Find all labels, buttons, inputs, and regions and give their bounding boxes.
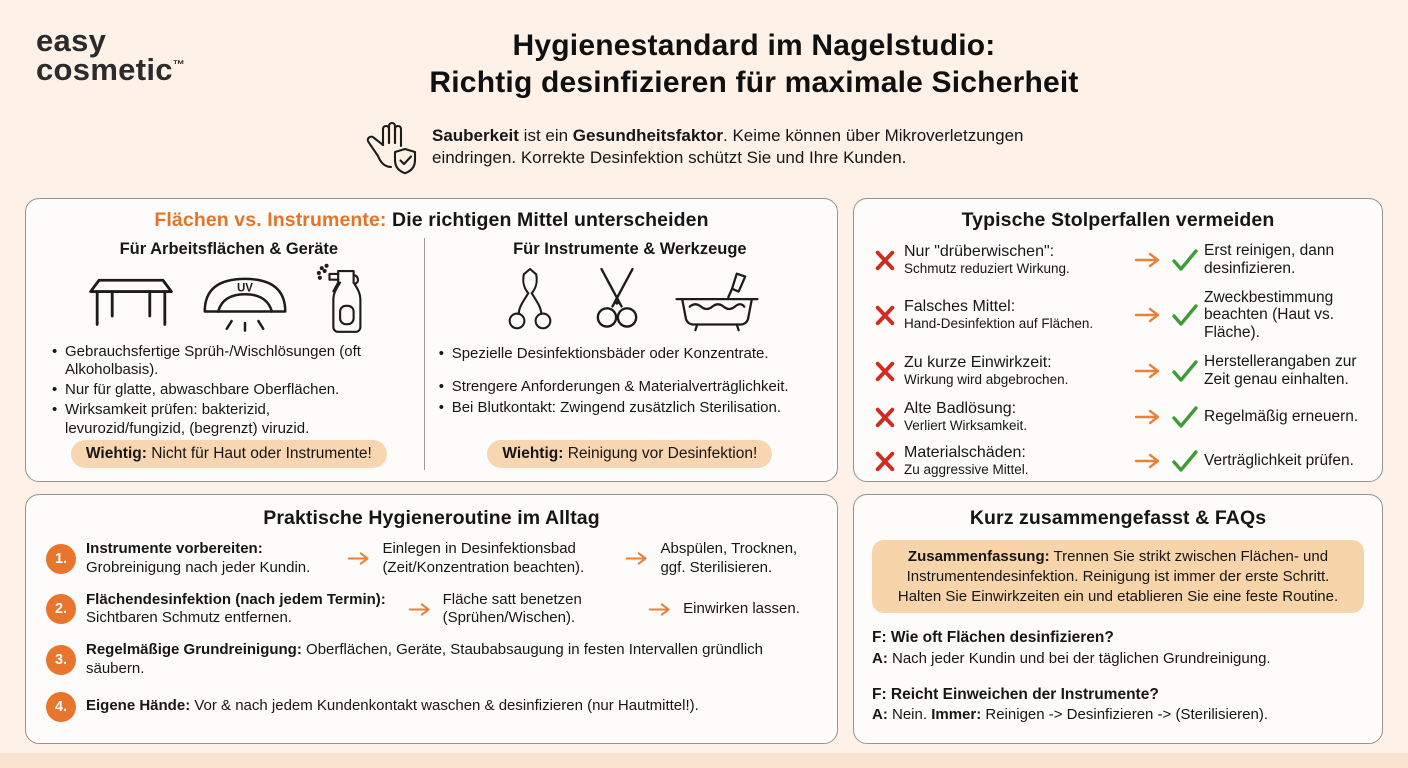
- panel-compare-title-accent: Flächen vs. Instrumente:: [154, 209, 387, 231]
- step3-rest: Oberflächen, Geräte, Staubabsaugung in festen Intervallen gründlich säubern.: [86, 641, 763, 677]
- compare-columns: [42, 238, 821, 470]
- disinfection-bath-icon: [672, 269, 762, 333]
- faq2-answer: [872, 705, 1364, 725]
- x-mark-icon: [870, 249, 900, 271]
- surfaces-bullet-1: • Gebrauchsfertige Sprüh-/Wischlösungen (oft Alkoholbasis).: [52, 343, 394, 380]
- faq2-question: F: Reicht Einweichen der Instrumente?: [872, 686, 1159, 704]
- pitfall-wrong-sub: Verliert Wirksamkeit.: [904, 417, 1028, 433]
- check-mark-icon: [1170, 450, 1200, 472]
- panel-compare: [25, 198, 838, 482]
- pitfall-row-1: [870, 242, 1366, 278]
- cuticle-nipper-icon: [498, 264, 562, 338]
- routine-step-1: [46, 540, 817, 578]
- panel-routine: [25, 494, 838, 744]
- brand-line2-text: cosmetic: [36, 52, 173, 88]
- instruments-bullet-1: • Spezielle Desinfektionsbäder oder Konzentrate.: [439, 345, 831, 363]
- pitfall-row-5: [870, 444, 1366, 478]
- pitfall-right-2: Zweckbestimmung beachten (Haut vs. Fläche).: [1204, 288, 1335, 342]
- arrow-right-icon: [624, 551, 650, 566]
- surfaces-important-badge: [71, 440, 387, 468]
- step1-label: Instrumente vorbereiten:: [86, 540, 263, 557]
- pitfall-wrong-sub: Zu aggressive Mittel.: [904, 462, 1029, 478]
- pitfall-right-1: Erst reinigen, dann desinfizieren.: [1204, 242, 1335, 277]
- faq1-answer-prefix: A:: [872, 649, 888, 667]
- faq1-answer: [872, 649, 1364, 669]
- summary-bold: Zusammenfassung:: [907, 548, 1050, 565]
- step1-end: Abspülen, Trocknen, ggf. Sterilisieren.: [660, 540, 798, 576]
- instruments-important-badge: [487, 440, 772, 468]
- surfaces-icon-row: [42, 261, 416, 339]
- pitfall-row-4: [870, 400, 1366, 434]
- faq2-answer-text2: Reinigen -> Desinfizieren -> (Sterilisieren).: [981, 706, 1268, 724]
- page-title: [100, 28, 1408, 102]
- panel-pitfalls-title: Typische Stolperfallen vermeiden: [961, 209, 1275, 231]
- intro-rest: . Keime können über Mikroverletzungen eindringen. Korrekte Desinfektion schützt Sie und Ihre Kunden.: [432, 125, 1024, 167]
- x-mark-icon: [870, 406, 900, 428]
- summary-text: Trennen Sie strikt zwischen Flächen- und Instrumentendesinfektion. Reinigung ist immer der erste Schritt. Halten Sie Einwirkzeiten ein und etablieren Sie eine feste Routine.: [897, 548, 1339, 605]
- pitfall-wrong-2: [904, 298, 1126, 332]
- step1-mid: Einlegen in Desinfektionsbad (Zeit/Konzentration beachten).: [382, 540, 585, 576]
- check-mark-icon: [1170, 249, 1200, 271]
- step2-mid: Fläche satt benetzen (Sprühen/Wischen).: [442, 590, 582, 627]
- pitfall-right-5: Verträglichkeit prüfen.: [1204, 452, 1354, 470]
- pitfall-rows: [870, 242, 1366, 478]
- spray-bottle-icon: [315, 263, 371, 337]
- instruments-bullet-2: • Strengere Anforderungen & Materialverträglichkeit.: [439, 378, 831, 396]
- intro-bold-gesundheitsfaktor: Gesundheitsfaktor: [572, 125, 723, 145]
- panel-grid: [25, 198, 1383, 744]
- step1-start: [86, 540, 336, 578]
- x-mark-icon: [870, 360, 900, 382]
- pitfall-wrong-sub: Schmutz reduziert Wirkung.: [904, 260, 1070, 276]
- pitfall-wrong-title: Alte Badlösung:: [904, 399, 1017, 417]
- step2-sub: Sichtbaren Schmutz entfernen.: [86, 609, 292, 627]
- pitfall-wrong-4: [904, 400, 1126, 434]
- pitfall-wrong-sub: Hand-Desinfektion auf Flächen.: [904, 316, 1094, 332]
- step2-start: [86, 591, 397, 629]
- arrow-right-icon: [1130, 409, 1166, 425]
- footer-strip: [0, 753, 1408, 768]
- step2-label: Flächendesinfektion (nach jedem Termin):: [86, 590, 386, 608]
- faq1-question: F: Wie oft Flächen desinfizieren?: [872, 629, 1114, 647]
- x-mark-icon: [870, 450, 900, 472]
- pitfall-wrong-1: [904, 243, 1126, 277]
- pitfall-wrong-3: [904, 354, 1126, 388]
- pitfall-wrong-sub: Wirkung wird abgebrochen.: [904, 371, 1069, 387]
- surfaces-heading: Für Arbeitsflächen & Geräte: [119, 240, 339, 258]
- pitfall-wrong-title: Falsches Mittel:: [904, 298, 1016, 316]
- surfaces-badge-text: Nicht für Haut oder Instrumente!: [146, 445, 372, 462]
- pitfall-wrong-title: Nur "drüberwischen":: [904, 242, 1055, 260]
- instruments-icon-row: [439, 261, 821, 341]
- hand-shield-check-icon: [364, 118, 418, 176]
- routine-step-2: [46, 591, 817, 629]
- intro-text: [432, 125, 1044, 169]
- panel-pitfalls: [853, 198, 1383, 482]
- pitfall-wrong-title: Materialschäden:: [904, 444, 1026, 462]
- surfaces-badge-bold: Wiehtig:: [85, 445, 147, 462]
- step3-label: Regelmäßige Grundreinigung:: [86, 641, 302, 658]
- faq2-answer-prefix: A:: [872, 706, 888, 724]
- surfaces-column: [42, 238, 424, 470]
- arrow-right-icon: [346, 551, 372, 566]
- panel-faq-title: Kurz zusammengefasst & FAQs: [969, 507, 1267, 529]
- instruments-badge-wrap: [439, 440, 821, 470]
- step-number-badge: 4.: [46, 692, 76, 722]
- panel-faq: [853, 494, 1383, 744]
- step-number-badge: 2.: [46, 594, 76, 624]
- arrow-right-icon: [647, 602, 673, 617]
- scissors-icon: [586, 264, 648, 338]
- pitfall-wrong-title: Zu kurze Einwirkzeit:: [904, 354, 1052, 371]
- faq1-answer-text: Nach jeder Kundin und bei der täglichen Grundreinigung.: [887, 649, 1271, 667]
- surfaces-bullet-list: [52, 343, 394, 440]
- x-mark-icon: [870, 304, 900, 326]
- step-number-badge: 1.: [46, 544, 76, 574]
- routine-steps: [46, 540, 817, 722]
- step4-rest: Vor & nach jedem Kundenkontakt waschen & desinfizieren (nur Hautmittel!).: [190, 697, 699, 715]
- step4-label: Eigene Hände:: [86, 697, 191, 715]
- arrow-right-icon: [407, 602, 433, 617]
- routine-step-4: [46, 692, 817, 722]
- surfaces-badge-wrap: [42, 440, 416, 470]
- pitfall-row-3: [870, 353, 1366, 389]
- arrow-right-icon: [1130, 252, 1166, 268]
- check-mark-icon: [1170, 360, 1200, 382]
- step1-sub: Grobreinigung nach jeder Kundin.: [86, 558, 311, 576]
- panel-routine-title: Praktische Hygieneroutine im Alltag: [263, 507, 600, 529]
- instruments-badge-text: Reinigung vor Desinfektion!: [563, 445, 758, 462]
- title-line-2: Richtig desinfizieren für maximale Sicherheit: [429, 65, 1079, 99]
- instruments-bullet-list: [439, 345, 831, 419]
- intro-bold-sauberkeit: Sauberkeit: [432, 125, 519, 145]
- surfaces-bullet-3: • Wirksamkeit prüfen: bakterizid, levurozid/fungizid, (begrenzt) viruzid.: [52, 401, 394, 438]
- table-icon: [87, 269, 175, 331]
- intro-section: [0, 118, 1408, 176]
- step4-text: [86, 697, 816, 716]
- arrow-right-icon: [1130, 363, 1166, 379]
- check-mark-icon: [1170, 406, 1200, 428]
- pitfall-right-4: Regelmäßig erneuern.: [1204, 407, 1359, 425]
- panel-compare-title-rest: Die richtigen Mittel unterscheiden: [386, 209, 709, 231]
- pitfall-right-3: Herstellerangaben zur Zeit genau einhalten.: [1204, 353, 1357, 388]
- pitfall-wrong-5: [904, 444, 1126, 478]
- summary-box: [872, 540, 1364, 613]
- faq-item-2: [872, 685, 1364, 725]
- instruments-column: [424, 238, 821, 470]
- surfaces-bullet-2: • Nur für glatte, abwaschbare Oberflächen.: [52, 381, 394, 399]
- instruments-heading: Für Instrumente & Werkzeuge: [513, 240, 747, 258]
- intro-mid: ist ein: [518, 125, 573, 145]
- pitfall-row-2: [870, 289, 1366, 342]
- brand-line1: easy: [36, 23, 107, 58]
- step3-text: [86, 641, 816, 679]
- faq2-answer-text1: Nein.: [887, 706, 932, 724]
- instruments-bullet-3: • Bei Blutkontakt: Zwingend zusätzlich Sterilisation.: [439, 399, 831, 417]
- step2-end: Einwirken lassen.: [683, 599, 800, 617]
- routine-step-3: [46, 641, 817, 679]
- faq2-answer-bold2: Immer:: [931, 706, 982, 724]
- step-number-badge: 3.: [46, 645, 76, 675]
- title-line-1: Hygienestandard im Nagelstudio:: [512, 29, 996, 62]
- check-mark-icon: [1170, 304, 1200, 326]
- uv-lamp-icon: [199, 265, 291, 335]
- panel-compare-title: [42, 209, 821, 232]
- faq-item-1: [872, 628, 1364, 668]
- instruments-badge-bold: Wiehtig:: [502, 445, 564, 462]
- trademark-symbol: ™: [172, 58, 186, 73]
- arrow-right-icon: [1130, 453, 1166, 469]
- arrow-right-icon: [1130, 307, 1166, 323]
- uv-lamp-label: UV: [236, 282, 253, 295]
